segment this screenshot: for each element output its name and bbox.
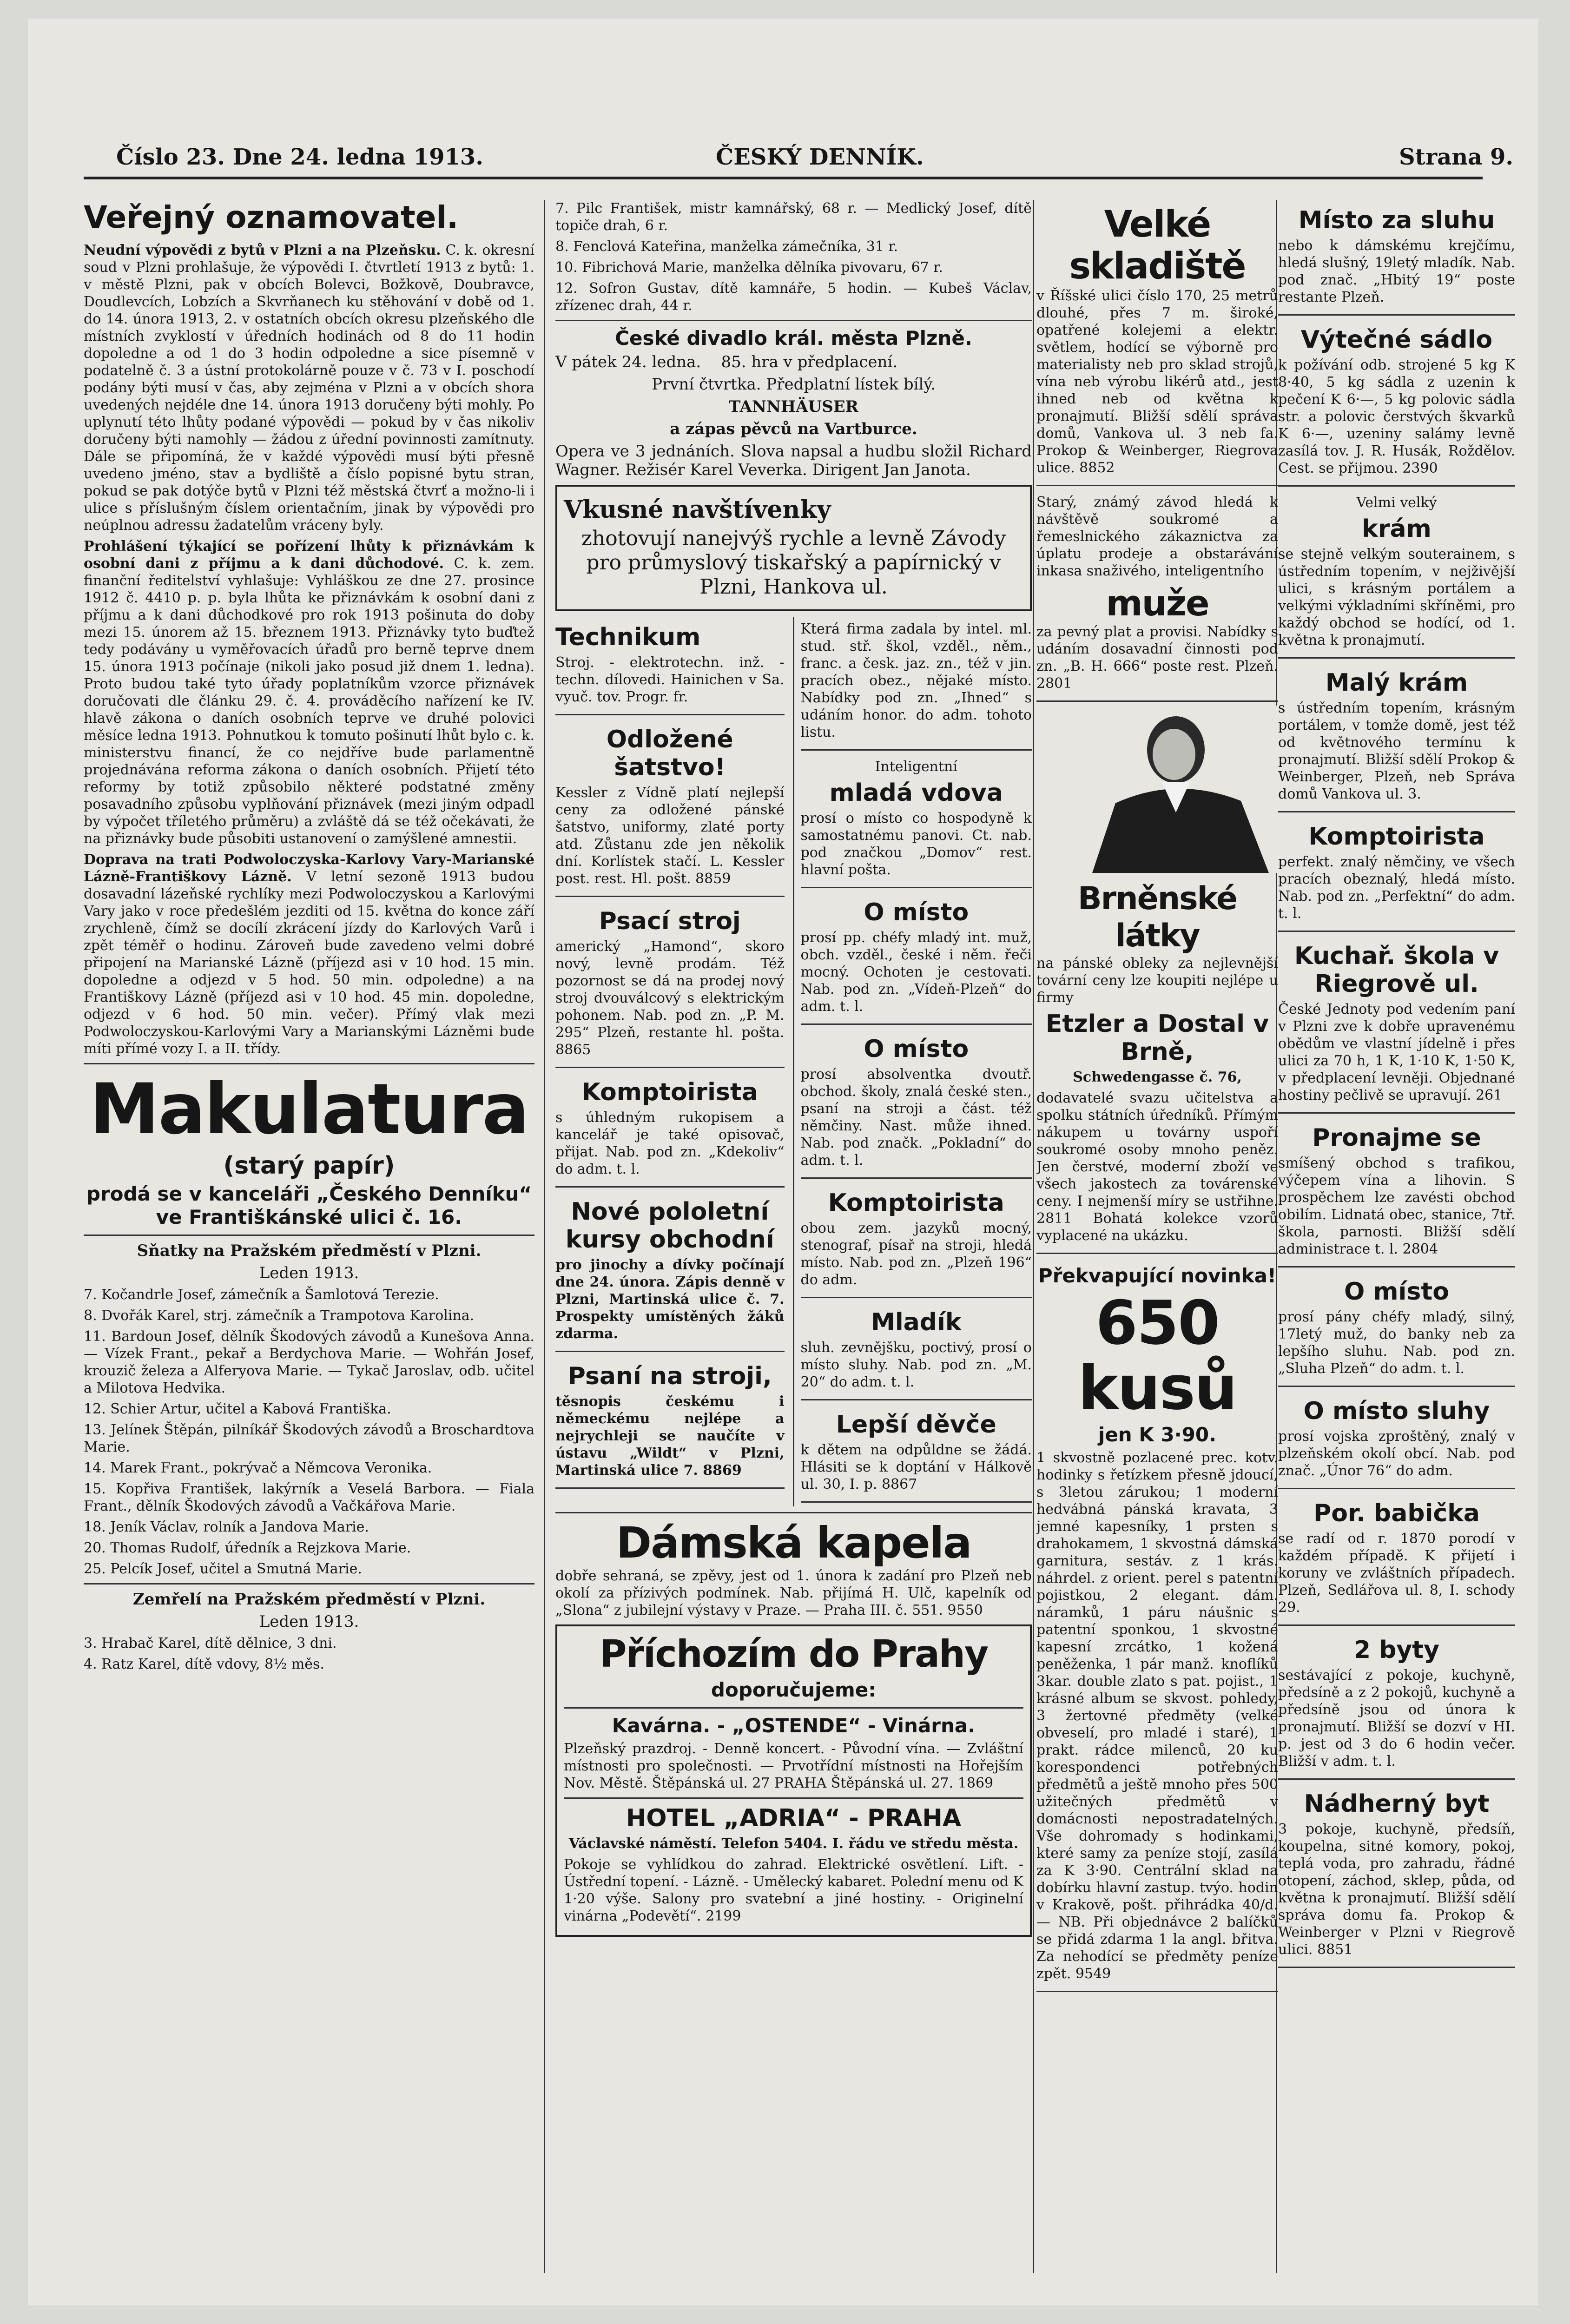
ad-text: Stroj. - elektrotechn. inž. - techn. dílovedi. Hainichen v Sa. vyuč. tov. Progr. fr. [555, 654, 785, 705]
clerk-ad [555, 1072, 785, 1188]
notice-3-heading: Doprava na trati Podwoloczyska-Karlovy Vary-Marianské Lázně-Františkovy Lázně. [84, 852, 534, 885]
theatre-date: V pátek 24. ledna. 85. hra v předplacení. [555, 353, 898, 371]
servant-ad [1278, 200, 1515, 316]
divider [84, 1583, 534, 1585]
cafe-text: Plzeňský prazdroj. - Denně koncert. - Původní vína. — Zvláštní místnosti pro společnosti. — Prvotřídní místnosti na Hořejším Nov. Městě. Štěpánská ul. 27 PRAHA Štěpánská ul. 27. 1869 [564, 1741, 1023, 1791]
list-item: 15. Kopřiva František, lakýrník a Veselá Barbora. — Fiala Frant., dělník Škodových závodů a Vačkářova Marie. [84, 1481, 534, 1514]
ad-title: O místo [864, 1035, 969, 1063]
notice-2-text: C. k. zem. finanční ředitelství vyhlašuje: Vyhláškou ze dne 27. prosince 1912 č. 4410 p. p. byla lhůta ke přiznávkám k osobní dani z příjmu a k dani důchodkové pro rok 1913 pošinuta do doby mezi 15. únorem až 15. březnem 1913. Přiznávky tyto buďtež tedy podávány u vyměřovacích úřadů pro berně teprve dnem 15. února 1913 počínaje (nikoli jako posud již dnem 1. ledna). Proto budou také tyto úřady poplatníkům vzorce přiznávek doručovati dle článku 29. č. 4. prováděcího nařízení ke IV. hlavě zákona o daních osobních teprve ve druhé polovici měsíce ledna 1913. Pohnutkou k tomuto pošinutí lhůt bylo c. k. ministerstvu financí, že co nejdříve bude parlamentně projednávána reforma zákona o daních osobních. Přijetí této reformy by totiž způsobilo některé podstatné změny posavadního způsobu vyplňování přiznávek (mezi jiným odpadl by výpočet tříletého průměru) a zvláště dá se též očekávati, že na přiznávky bude působiti ustanovení o zamýšlené amnestii. [84, 555, 534, 847]
marriages-title: Sňatky na Pražském předměstí v Plzni. [137, 1241, 482, 1260]
notice-3-text: V letní sezoně 1913 budou dosavadní lázeňské rychlíky mezi Podwoloczyskou a Karlovými Vary jako v roce předešlém jezditi od 15. května do konce září zrychleně, čímž se docílí zkrácení jízdy do Karlových Varů i zpět téměř o hodinu. Zároveň bude zavedeno velmi dobré připojení na Marianské Lázně (příjezd asi v 10 hod. 15 min. dopoledne a odjezd v 5 hod. 50 min. odpoledne) a na Františkovy Lázně (příjezd asi v 10 hod. 45 min. dopoledne, odjezd v 6 hod. 50 min. večer). Přímý vlak mezi Podwoloczyskou-Karlovými Vary a Marianskými Lázněmi bude míti přímé vozy I. a II. třídy. [84, 869, 534, 1057]
ad-text-2: za pevný plat a provisi. Nabídky s udáním dosavadní činnosti pod zn. „B. H. 666“ poste rest. Plzeň. 2801 [1036, 624, 1278, 692]
ad-title: O místo sluhy [1303, 1397, 1490, 1425]
ad-title: Por. babička [1313, 1499, 1480, 1527]
hotel-name: HOTEL „ADRIA“ - PRAHA [626, 1804, 962, 1832]
shop-ad [1278, 490, 1515, 659]
list-item: 13. Jelínek Štěpán, pilníkář Škodových závodů a Broschardtova Marie. [84, 1422, 534, 1455]
ad-text: 1 skvostně pozlacené prec. kotv. hodinky s řetízkem přesně jdoucí, s 3letou zárukou; 1 moderní hedvábná pánská kravata, 3 jemné kapesníky, 1 prsten s drahokamem, 1 skvostná dámská garnitura, sestáv. z 1 krás. náhrdel. z orient. perel s patentní pojistkou, 2 elegant. dám. náramků, 1 páru náušnic s patentní sponkou, 1 skvostné kapesní zrcátko, 1 kožená peněženka, 1 pár manž. knoflíků 3kar. double zlato s pat. pojist., 1 krásné album se skvost. pohledy, 3 žertovné předměty (velké obveselí, pro mladé i staré), 1 prakt. rádce milenců, 20 ku korespondenci potřebných předmětů a ještě mnoho přes 500 užitečných předmětů v domácnosti nepostradatelných. Vše dohromady s hodinkami, které samy za peníze stojí, zasílá za K 3·90. Centrální sklad na dobírku hlavní zastup. tvýo. hodin v Krakově, pošt. přihrádka 40/d. — NB. Při objednávce 2 balíčků se přidá zdarma 1 la angl. břitva. Za nehodící se předměty peníze zpět. 9549 [1036, 1450, 1278, 1982]
list-item: 7. Pilc František, mistr kamnářský, 68 r. — Medlický Josef, dítě topiče drah, 6 r. [555, 200, 1032, 234]
lard-ad [1278, 319, 1515, 487]
makulatura-title: Makulatura [90, 1069, 528, 1150]
ad-title: Psací stroj [599, 907, 741, 935]
ad-title: Mladík [871, 1308, 962, 1336]
servant-job-ad [1278, 1391, 1515, 1489]
ad-title: krám [1362, 515, 1431, 543]
divider [555, 320, 1032, 321]
young-man-ad [801, 1302, 1032, 1400]
ad-text: prosí o místo co hospodyně k samostatnému panovi. Ct. nab. pod značkou „Domov“ rest. hlavní pošta. [800, 810, 1032, 878]
notice-1-text: C. k. okresní soud v Plzni prohlašuje, že výpovědi I. čtvrtletí 1913 z bytů: 1. v městě Plzni, pak v obcích Bolevci, Božkově, Doubravce, Doudlevcích, Lobzích a Skvrňanech ku stěhování v době od 1. do 14. února 1913, 2. v ostatních obcích okresu plzeňského dle místních zvyklostí v úředních hodinách od 8 do 11 hodin dopoledne a od 1 do 3 hodin odpoledne a sice písemně v podatelně č. 3 a ústní protokolárně pouze v č. 73 v I. poschodí podány býti musí v čas, aby zejména v Plzni a v obcích shora uvedených nejdéle dne 14. února 1913 doručeny býti mohly. Po uplynutí této lhůty podané výpovědi — pokud by v čas nikoliv doručeny býti namohly — žádou z úřední povinnosti zamítnuty. Dále se připomíná, že v každé výpovědi musí býti přesně uvedeno jméno, stav a bydliště a číslo popisné bytu stran, pokud se pak dotýče bytů v Plzni též městská čtvrť a možno-li i ulice s příslušným číslem orientačním, jinak by výpovědi pro neúplnou adressu žadatelům vráceny byly. [84, 242, 534, 534]
ad-title: Velké skladiště [1069, 204, 1246, 287]
ad-text: Kessler z Vídně platí nejlepší ceny za odložené pánské šatstvo, uniformy, zlaté porty atd. Zůstanu zde jen několik dní. Korlístek stačí. L. Kessler post. rest. Hl. pošt. 8859 [555, 785, 785, 887]
list-item: 20. Thomas Rudolf, úředník a Rejzkova Marie. [84, 1540, 411, 1556]
hotel-text: Pokoje se vyhlídkou do zahrad. Elektrické osvětlení. Lift. - Ústřední topení. - Lázně. - Umělecký kabaret. Polední menu od K 1·20 výše. Salony pro svatební a jiné hostiny. - Originelní vinárna „Podevětí“. 2199 [564, 1856, 1023, 1924]
cooking-school-ad [1278, 936, 1515, 1114]
issue-date: Číslo 23. Dne 24. ledna 1913. [116, 144, 483, 170]
ad-text: smíšený obchod s trafikou, výčepem vína a lihovin. S prospěchem lze zavésti obchod obilím. Lidnatá obec, stanice, 7tř. škola, parnosti. Bližší sdělí administrace t. l. 2804 [1278, 1155, 1515, 1257]
ad-text: sestávající z pokoje, kuchyně, předsíně a z 2 pokojů, kuchyně a předsíně jsou od února k pronajmutí. Bližší se dozví v HI. p. jest od 3 do 6 hodin večer. Bližší v adm. t. l. [1278, 1667, 1515, 1769]
job-ad-1 [801, 892, 1032, 1025]
divider [564, 1707, 1023, 1709]
ad-text: těsnopis českému i německému nejlépe a nejrychleji se naučíte v ústavu „Wildt“ v Plzni, Martinská ulice 7. 8869 [555, 1393, 785, 1479]
hotel-address: Václavské náměstí. Telefon 5404. I. řádu ve středu města. [568, 1835, 1019, 1852]
list-item: 12. Schier Artur, učitel a Kabová Františka. [84, 1401, 391, 1417]
ad-text: s úhledným rukopisem a kancelář je také opisovač, přijat. Nab. pod zn. „Kdekoliv“ do adm. t. l. [555, 1109, 785, 1177]
ad-text: nebo k dámskému krejčímu, hledá slušný, 19letý mladík. Nab. pod znač. „Hbitý 19“ poste restante Plzeň. [1278, 238, 1515, 305]
prague-ad [555, 1624, 1032, 1937]
flats-ad [1278, 1630, 1515, 1780]
header-rule [84, 177, 1483, 179]
ad-title: Komptoirista [581, 1078, 758, 1106]
ad-title: Psaní na stroji, [567, 1362, 772, 1390]
ad-title: Odložené šatstvo! [606, 726, 733, 781]
column-rule-2 [1033, 200, 1034, 2273]
list-item: 7. Kočandrle Josef, zámečník a Šamlotová Terezie. [84, 1287, 439, 1303]
ad-text: prosí vojska zproštěný, znalý v plzeňském okolí obcí. Nab. pod znač. „Únor 76“ do adm. [1278, 1428, 1515, 1479]
ad-text: k dětem na odpůldne se žádá. Hlásiti se k doptání v Hálkově ul. 30, I. p. 8867 [800, 1442, 1032, 1492]
column-notices [84, 200, 534, 2273]
marriages-date: Leden 1913. [259, 1264, 359, 1282]
list-item: 4. Ratz Karel, dítě vdovy, 8½ měs. [84, 1656, 324, 1672]
small-ads-left [555, 617, 785, 1506]
newspaper-title: ČESKÝ DENNÍK. [716, 144, 924, 170]
ad-text: zhotovují nanejvýš rychle a levně Závody pro průmyslový tiskařský a papírnický v Plzni, Hankova ul. [581, 527, 1006, 599]
girl-ad [801, 1404, 1032, 1503]
divider [84, 1063, 534, 1064]
surprise-ad [1036, 1258, 1278, 1992]
ad-text: se stejně velkým souterainem, s ústředním topením, v nejživější ulici, s krásným portálem a velkými výkladními skříněmi, pro každý obchod se hodící, od 1. května k pronajmutí. [1278, 546, 1515, 648]
opera-description: Opera ve 3 jednáních. Slova napsal a hudbu složil Richard Wagner. Režisér Karel Veverka. Dirigent Jan Janota. [555, 442, 1032, 479]
ad-text: 3 pokoje, kuchyně, předsíň, koupelna, sitné komory, pokoj, teplá voda, pro zahradu, řádné otopení, záchod, sklep, půda, od května k pronajmutí. Bližší sdělí správa domu fa. Prokop & Weinberger v Plzni v Riegrově ulici. 8851 [1278, 1821, 1515, 1958]
list-item: 12. Sofron Gustav, dítě kamnáře, 5 hodin. — Kubeš Václav, zřízenec drah, 44 r. [555, 280, 1032, 314]
ad-title: muže [1106, 582, 1209, 624]
opera-subtitle: a zápas pěvců na Vartburce. [670, 420, 917, 438]
section-title: Veřejný oznamovatel. [84, 200, 459, 235]
list-item: 14. Marek Frant., pokrývač a Němcova Veronika. [84, 1460, 432, 1476]
ad-title: Komptoirista [1308, 823, 1485, 851]
ad-text: v Říšské ulici číslo 170, 25 metrů dlouhé, přes 7 m. široké, opatřené kolejemi a elektr. světlem, hodící se výborně pro materialisty neb pro sklad strojů, vína neb výrobu likérů atd., jest ihned neb od května k pronajmutí. Bližší sdělí správa domů, Vankova ul. 3 neb fa. Prokop & Weinberger, Riegrova ulice. 8852 [1036, 288, 1278, 476]
ad-text: na pánské obleky za nejlevnější tovární ceny lze koupiti nejlépe u firmy [1036, 955, 1278, 1006]
band-ad-title: Dámská kapela [616, 1518, 971, 1568]
ad-text: prosí pp. chéfy mladý int. muž, obch. vzděl., české i něm. řeči mocný. Ochoten je cestovati. Nab. pod zn. „Vídeň-Plzeň“ do adm. t. l. [800, 930, 1032, 1015]
job-ad-2 [801, 1029, 1032, 1179]
prague-ad-title: Příchozím do Prahy [599, 1632, 988, 1676]
ad-text: perfekt. znalý němčiny, ve všech pracích obeznalý, hledá místo. Nab. pod zn. „Perfektní“ do adm. t. l. [1278, 854, 1515, 922]
clerk-ad-2 [801, 1182, 1032, 1298]
small-shop-ad [1278, 662, 1515, 812]
column-middle [555, 200, 1032, 2273]
ad-text: pro jinochy a dívky počínají dne 24. února. Zápis denně v Plzni, Martinská ulice č. 7. Prospekty umístěných žáků zdarma. [555, 1257, 785, 1342]
job-ad-3 [1278, 1271, 1515, 1387]
ad-heading: Velmi velký [1356, 495, 1437, 511]
notice-1-heading: Neudní výpovědi z bytů v Plzni a na Plzeňsku. [84, 242, 441, 258]
cafe-name: Kavárna. - „OSTENDE“ - Vinárna. [612, 1714, 976, 1737]
ad-text-2: dodavatelé svazu učitelstva a spolku státních úředníků. Přímým nákupem u továrny uspoří soukromé osoby mnoho peněz. Jen čerstvé, moderní zboží ve všech jakostech za továrenské ceny. I nejmenší míry se ustřihne. 2811 Bohatá kolekce vzorů vyplacené na ukázku. [1036, 1090, 1278, 1244]
list-item: 11. Bardoun Josef, dělník Škodových závodů a Kunešova Anna. — Vízek Frant., pekař a Berdychova Marie. — Wohřán Josef, krouzič železa a Alferyova Marie. — Tykač Jaroslav, odb. učitel a Milotova Hedvika. [84, 1328, 534, 1396]
ad-title: O místo [1344, 1278, 1449, 1306]
ad-text: Starý, známý závod hledá k návštěvě soukromé a řemeslnického zákaznictva za úplatu prodeje a obstarávání inkasa snaživého, inteligentního [1036, 494, 1278, 579]
notice-2 [84, 538, 534, 847]
ad-title: Brněnské látky [1077, 880, 1237, 954]
widow-ad [801, 754, 1032, 888]
notice-2-heading: Prohlášení týkající se pořízení lhůty k přiznávkám k osobní dani z příjmu a k dani důchodové. [84, 538, 534, 572]
ad-price: jen K 3·90. [1098, 1423, 1217, 1446]
ad-text: obou zem. jazyků mocný, stenograf, písař na stroji, hledá místo. Nab. pod zn. „Plzeň 196“ do adm. [800, 1220, 1032, 1288]
typewriter-ad [555, 901, 785, 1068]
ad-title: O místo [864, 898, 969, 926]
ad-text: k požívání odb. strojené 5 kg K 8·40, 5 kg sádla z uzenin k pečení K 6·—, 5 kg polovic sádla str. a polovic čerstvých škvarků K 6·—, uzeniny salámy levně zasílá tov. J. R. Husák, Roždělov. Cest. se přijmou. 2390 [1278, 357, 1515, 476]
ad-title: Místo za sluhu [1298, 206, 1495, 234]
ad-title: mladá vdova [829, 779, 1003, 807]
clerk-ad-3 [1278, 816, 1515, 932]
ad-title: Nádherný byt [1304, 1790, 1490, 1818]
ad-title: Malý krám [1325, 669, 1468, 697]
divider [564, 1797, 1023, 1799]
list-item: 8. Dvořák Karel, strj. zámečník a Trampotova Karolina. [84, 1307, 475, 1324]
newspaper-page [28, 19, 1538, 2305]
technikum-ad [555, 617, 785, 715]
firm-address: Schwedengasse č. 76, [1073, 1069, 1242, 1085]
ad-title: Nové pololetní kursy obchodní [565, 1198, 774, 1254]
ad-text: prosí absolventka dvoutř. obchod. školy, znalá české sten., psaní na stroji a část. též němčiny. Nast. může ihned. Nab. pod značk. „Pokladní“ do adm. t. l. [800, 1066, 1032, 1169]
band-ad-text: dobře sehraná, se zpěvy, jest od 1. února k zadání pro Plzeň neb okolí za přízivých podmínek. Nab. přijímá H. Ulč, kapelník od „Slona“ z jubilejní výstavy v Praze. — Praha III. č. 551. 9550 [555, 1568, 1032, 1618]
portrait-illustration [1036, 706, 1278, 873]
ad-text: s ústředním topením, krásným portálem, v tomže domě, jest též od květnového termínu k pronajmutí. Bližší sdělí Prokop & Weinberger, Plzeň, neb Správa domů Vankova ul. 3. [1278, 700, 1515, 802]
ad-title: Technikum [555, 623, 701, 651]
calling-cards-ad [555, 485, 1032, 611]
ad-title: 650 kusů [1078, 1287, 1237, 1423]
marriages-list [84, 1286, 534, 1578]
ad-title: Výtečné sádlo [1300, 326, 1493, 354]
makulatura-subtitle: (starý papír) [223, 1152, 395, 1180]
typing-school-ad [555, 1356, 785, 1489]
ad-heading: Inteligentní [875, 759, 957, 775]
prague-ad-subtitle: doporučujeme: [711, 1678, 877, 1701]
list-item: 3. Hrabač Karel, dítě dělnice, 3 dni. [84, 1635, 337, 1651]
opera-title: TANNHÄUSER [729, 397, 858, 416]
column-ads-d [1278, 200, 1515, 2273]
fabrics-ad [1036, 877, 1278, 1254]
deaths-date: Leden 1913. [259, 1612, 359, 1631]
luxury-flat-ad [1278, 1783, 1515, 1968]
ad-text: americký „Hamond“, skoro nový, levně prodám. Též pozornost se dá na prodej nový stroj dvouválcový s elektrickým pohonem. Nab. pod zn. „P. M. 295“ Plzeň, restante hl. pošta. 8865 [555, 938, 785, 1058]
list-item: 8. Fenclová Kateřina, manželka zámečníka, 31 r. [555, 238, 898, 255]
theatre-title: České divadlo král. města Plzně. [615, 327, 972, 350]
ad-title: Vkusné navštívenky [564, 495, 831, 524]
list-item: 18. Jeník Václav, rolník a Jandova Marie. [84, 1519, 369, 1535]
ad-title: Komptoirista [828, 1189, 1004, 1217]
ad-heading: Překvapující novinka! [1038, 1264, 1277, 1287]
ad-text: České Jednoty pod vedením paní v Plzni zve k dobře upravenému obědům ve vlastní jídelně i přes ulici za 70 h, 1 K, 1·10 K, 1·50 K, v předplacení levněji. Objednané hostiny pečlivě se upravují. 261 [1278, 1001, 1515, 1103]
midwife-ad [1278, 1493, 1515, 1626]
small-ads-row [555, 617, 1032, 1506]
ad-title: Pronajme se [1312, 1124, 1481, 1152]
job-request-ad [801, 617, 1032, 751]
divider [84, 1235, 534, 1236]
ad-title: Lepší děvče [836, 1411, 996, 1439]
ad-text: sluh. zevnějšku, poctivý, prosí o místo sluhy. Nab. pod zn. „M. 20“ do adm. t. l. [800, 1340, 1032, 1390]
divider [555, 1512, 1032, 1513]
courses-ad [555, 1191, 785, 1352]
list-item: 25. Pelcík Josef, učitel a Smutná Marie. [84, 1561, 362, 1577]
column-rule-1 [544, 200, 545, 2273]
ad-title: 2 byty [1353, 1636, 1440, 1664]
salesman-ad [1036, 490, 1278, 702]
ad-text: se radí od r. 1870 porodí v každém případě. K přijetí i koruny ve zvláštních případech. Plzeň, Sedlářova ul. 8, I. schody 29. [1278, 1531, 1515, 1616]
man-portrait-icon [1036, 706, 1278, 873]
theatre-note: První čtvrtka. Předplatní lístek bílý. [652, 375, 936, 394]
notice-3 [84, 851, 534, 1057]
ad-title: Kuchař. škola v Riegrově ul. [1294, 942, 1499, 998]
list-item: 10. Fibrichová Marie, manželka dělníka pivovaru, 67 r. [555, 259, 943, 276]
ad-text: Která firma zadala by intel. ml. stud. stř. škol, vzděl., něm., franc. a česk. jaz. zn., též v jin. pracích obez., nějaké místo. Nabídky pod zn. „Ihned“ s udáním honor. do adm. tohoto listu. [800, 621, 1032, 740]
notice-1 [84, 242, 534, 534]
column-ads-c [1036, 200, 1278, 2273]
small-ads-right [793, 617, 1032, 1506]
page-number: Strana 9. [1399, 144, 1514, 170]
warehouse-ad [1036, 200, 1278, 486]
makulatura-text: prodá se v kanceláři „Českého Denníku“ ve Františkánské ulici č. 16. [86, 1182, 532, 1228]
clothes-ad [555, 719, 785, 897]
rent-ad [1278, 1117, 1515, 1268]
deaths-title: Zemřelí na Pražském předměstí v Plzni. [132, 1590, 486, 1609]
firm-name: Etzler a Dostal v Brně, [1045, 1010, 1269, 1066]
ad-text: prosí pány chéfy mladý, silný, 17letý muž, do banky neb za lepšího sluhu. Nab. pod zn. „Sluha Plzeň“ do adm. t. l. [1278, 1309, 1515, 1377]
